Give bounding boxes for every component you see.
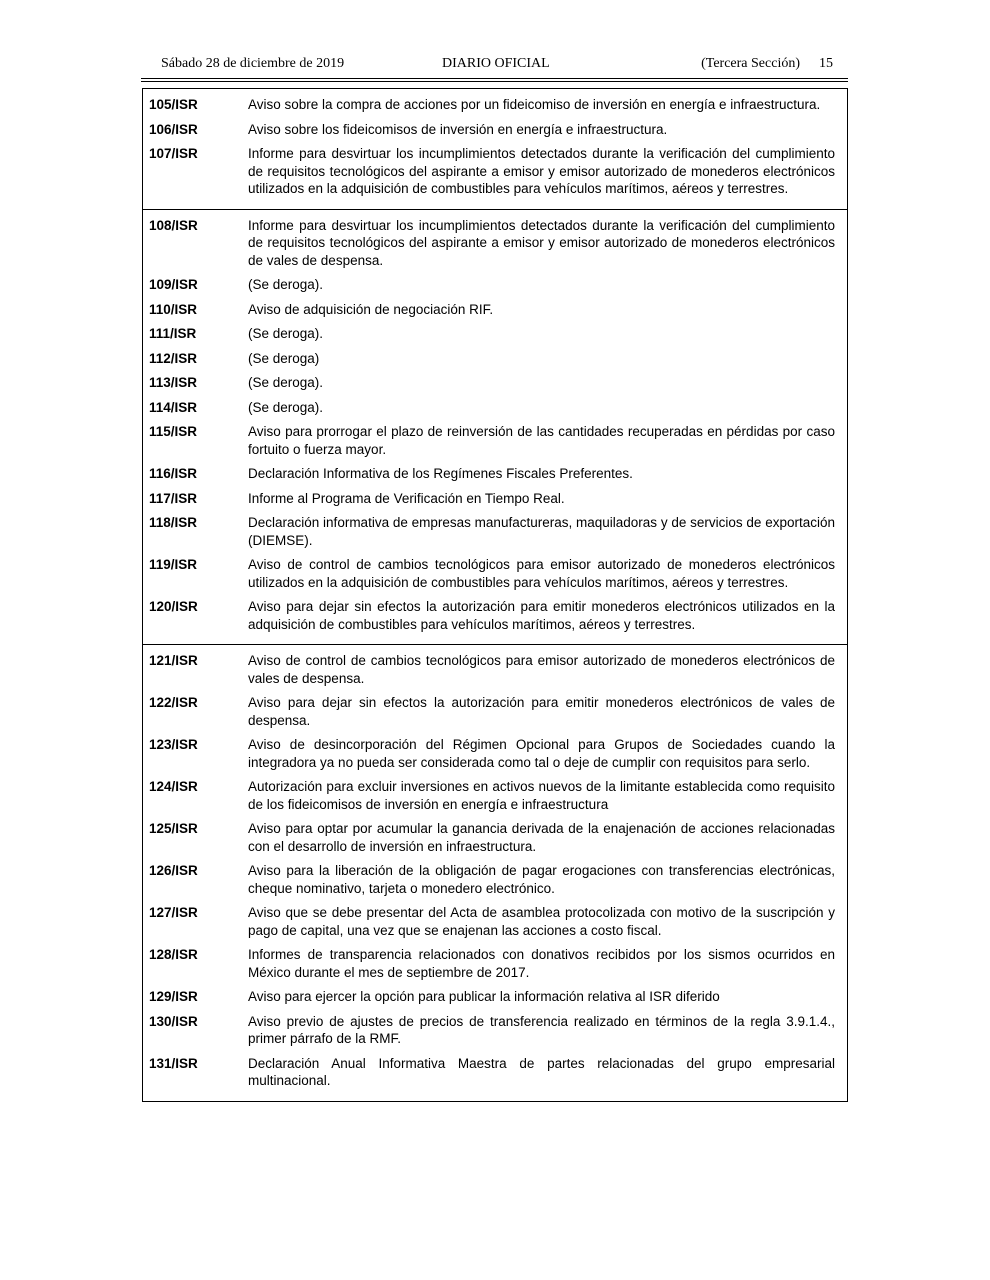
form-code: 122/ISR [149, 695, 198, 710]
header-date: Sábado 28 de diciembre de 2019 [161, 56, 345, 71]
form-description: Informe para desvirtuar los incumplimientos detectados durante la verificación del cumplimiento de requisitos tecnológicos del aspirante a emisor y emisor autorizado de monederos electrónicos utilizados en la adquisición de combustibles para vehículos marítimos, aéreos y terrestres. [248, 146, 835, 196]
table-row [143, 902, 847, 944]
form-code: 119/ISR [149, 557, 198, 572]
form-code: 112/ISR [149, 350, 198, 366]
form-description: Aviso que se debe presentar del Acta de asamblea protocolizada con motivo de la suscripción y pago de capital, una vez que se enajenan las acciones a costo fiscal. [248, 905, 835, 938]
form-code: 129/ISR [149, 989, 198, 1004]
form-code: 121/ISR [149, 653, 198, 668]
table-row [143, 818, 847, 860]
form-description: Aviso sobre la compra de acciones por un fideicomiso de inversión en energía e infraestructura. [248, 97, 821, 112]
form-description: Aviso de adquisición de negociación RIF. [248, 301, 494, 317]
form-description: (Se deroga). [248, 375, 324, 390]
form-code: 117/ISR [149, 490, 198, 506]
form-code: 118/ISR [149, 515, 198, 530]
table-row [143, 421, 847, 463]
table-row [143, 1011, 847, 1053]
table-row-group [143, 89, 847, 209]
form-description: (Se deroga). [248, 277, 324, 292]
table-row [143, 215, 847, 275]
table-row [143, 650, 847, 692]
table-row [143, 596, 847, 638]
table-row [143, 143, 847, 203]
form-description: Declaración informativa de empresas manufactureras, maquiladoras y de servicios de exportación (DIEMSE). [248, 515, 835, 548]
form-description: Aviso de control de cambios tecnológicos para emisor autorizado de monederos electrónicos utilizados en la adquisición de combustibles para vehículos marítimos, aéreos y terrestres. [248, 557, 835, 590]
form-code: 111/ISR [149, 326, 197, 341]
page-header [161, 56, 833, 76]
form-code: 120/ISR [149, 599, 198, 614]
form-description: Aviso previo de ajustes de precios de transferencia realizado en términos de la regla 3.9.1.4., primer párrafo de la RMF. [248, 1013, 835, 1046]
form-description: Declaración Anual Informativa Maestra de partes relacionadas del grupo empresarial multinacional. [248, 1055, 835, 1088]
table-row [143, 1053, 847, 1095]
table-row-group [143, 644, 847, 1101]
form-code: 115/ISR [149, 424, 198, 439]
form-code: 124/ISR [149, 779, 198, 794]
form-code: 125/ISR [149, 821, 198, 836]
form-code: 128/ISR [149, 947, 198, 962]
table-row-group [143, 209, 847, 645]
form-code: 116/ISR [149, 466, 198, 481]
form-description: Autorización para excluir inversiones en activos nuevos de la limitante establecida como requisito de los fideicomisos de inversión en energía e infraestructura [248, 779, 835, 812]
form-code: 123/ISR [149, 737, 198, 752]
form-code: 105/ISR [149, 97, 198, 112]
form-description: (Se deroga) [248, 350, 320, 366]
table-row [143, 274, 847, 299]
form-code: 107/ISR [149, 146, 198, 161]
form-code: 131/ISR [149, 1055, 198, 1071]
table-row [143, 692, 847, 734]
form-code: 114/ISR [149, 399, 198, 415]
table-row [143, 119, 847, 144]
form-description: Declaración Informativa de los Regímenes Fiscales Preferentes. [248, 466, 633, 481]
form-code: 127/ISR [149, 905, 198, 920]
form-code: 106/ISR [149, 121, 198, 137]
form-description: Aviso para optar por acumular la ganancia derivada de la enajenación de acciones relacionadas con el desarrollo de inversión en infraestructura. [248, 821, 835, 854]
forms-table [142, 88, 848, 1102]
table-row [143, 512, 847, 554]
form-code: 108/ISR [149, 217, 198, 233]
table-row [143, 944, 847, 986]
form-description: Aviso para ejercer la opción para publicar la información relativa al ISR diferido [248, 989, 720, 1004]
table-row [143, 94, 847, 119]
table-row [143, 348, 847, 373]
form-code: 126/ISR [149, 863, 198, 878]
table-row [143, 397, 847, 422]
table-row [143, 323, 847, 348]
header-page-number: 15 [819, 56, 833, 71]
form-description: Aviso para dejar sin efectos la autorización para emitir monederos electrónicos utilizados en la adquisición de combustibles para vehículos marítimos, aéreos y terrestres. [248, 599, 835, 632]
form-description: Aviso para la liberación de la obligación de pagar erogaciones con transferencias electrónicas, cheque nominativo, tarjeta o monedero electrónico. [248, 863, 835, 896]
table-row [143, 372, 847, 397]
table-row [143, 299, 847, 324]
form-description: Informe para desvirtuar los incumplimientos detectados durante la verificación del cumplimiento de requisitos tecnológicos del aspirante a emisor y emisor autorizado de monederos electrónicos de vales de despensa. [248, 217, 835, 268]
table-row [143, 554, 847, 596]
table-row [143, 488, 847, 513]
form-code: 113/ISR [149, 375, 198, 390]
form-description: Informe al Programa de Verificación en Tiempo Real. [248, 490, 565, 506]
form-description: Aviso de desincorporación del Régimen Opcional para Grupos de Sociedades cuando la integradora ya no pueda ser considerada como tal o deje de cumplir con requisitos para serlo. [248, 737, 835, 770]
table-row [143, 463, 847, 488]
table-row [143, 860, 847, 902]
form-description: Aviso para dejar sin efectos la autorización para emitir monederos electrónicos de vales de despensa. [248, 695, 835, 728]
header-section: (Tercera Sección) [701, 56, 800, 71]
table-row [143, 986, 847, 1011]
form-code: 109/ISR [149, 277, 198, 292]
form-description: (Se deroga). [248, 399, 324, 415]
form-description: Aviso para prorrogar el plazo de reinversión de las cantidades recuperadas en pérdidas por caso fortuito o fuerza mayor. [248, 424, 835, 457]
form-code: 110/ISR [149, 301, 198, 317]
table-row [143, 734, 847, 776]
form-code: 130/ISR [149, 1013, 198, 1029]
table-row [143, 776, 847, 818]
header-journal-name: DIARIO OFICIAL [442, 56, 550, 71]
form-description: Informes de transparencia relacionados con donativos recibidos por los sismos ocurridos en México durante el mes de septiembre de 2017. [248, 947, 835, 980]
form-description: (Se deroga). [248, 326, 324, 341]
form-description: Aviso sobre los fideicomisos de inversión en energía e infraestructura. [248, 121, 668, 137]
form-description: Aviso de control de cambios tecnológicos para emisor autorizado de monederos electrónicos de vales de despensa. [248, 653, 835, 686]
header-double-rule [141, 78, 848, 82]
